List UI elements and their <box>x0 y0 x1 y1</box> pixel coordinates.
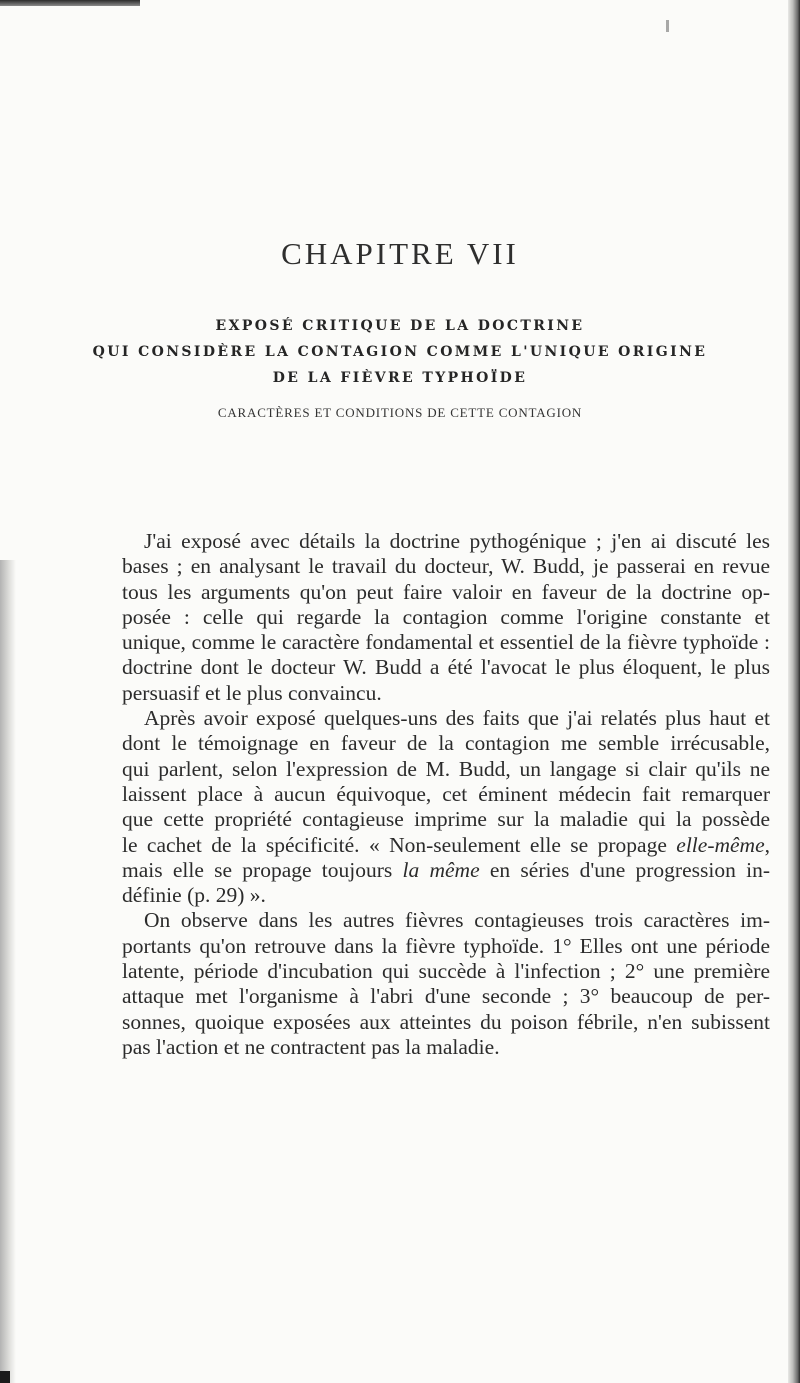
text-run: , <box>764 832 770 857</box>
scan-edge-top <box>0 0 140 6</box>
text-line: sonnes, quoique exposées aux atteintes du poison fébrile, n'en subissent <box>122 1009 770 1034</box>
text-line <box>122 858 770 883</box>
chapter-title: CHAPITRE VII <box>281 236 519 271</box>
italic-text: la même <box>402 857 480 882</box>
text-line: dont le témoignage en faveur de la contagion me semble irrécusable, <box>122 731 770 756</box>
text-line: latente, période d'incubation qui succède à l'infection ; 2° une première <box>122 959 770 984</box>
italic-text: elle-même <box>676 832 765 857</box>
text-line: définie (p. 29) ». <box>122 883 266 908</box>
text-line: On observe dans les autres fièvres contagieuses trois caractères im- <box>144 908 770 933</box>
text-line: persuasif et le plus convaincu. <box>122 680 382 705</box>
section-subheading: CARACTÈRES ET CONDITIONS DE CETTE CONTAGION <box>217 405 583 420</box>
text-line: posée : celle qui regarde la contagion comme l'origine constante et <box>122 604 770 629</box>
text-line: attaque met l'organisme à l'abri d'une seconde ; 3° beaucoup de per- <box>122 984 770 1009</box>
text-run: mais elle se propage toujours <box>122 857 403 882</box>
text-line: pas l'action et ne contractent pas la maladie. <box>122 1034 500 1059</box>
heading-line-3: DE LA FIÈVRE TYPHOÏDE <box>272 370 528 386</box>
text-line: unique, comme le caractère fondamental et essentiel de la fièvre typhoïde : <box>122 630 770 655</box>
text-line: que cette propriété contagieuse imprime sur la maladie qui la possède <box>122 807 770 832</box>
text-line: doctrine dont le docteur W. Budd a été l'avocat le plus éloquent, le plus <box>122 655 770 680</box>
scan-corner-mark <box>0 1371 10 1383</box>
text-line: bases ; en analysant le travail du docteur, W. Budd, je passerai en revue <box>122 554 770 579</box>
text-line: J'ai exposé avec détails la doctrine pythogénique ; j'en ai discuté les <box>144 529 770 553</box>
text-run: en séries d'une progression in- <box>479 857 770 882</box>
text-run: le cachet de la spécificité. « Non-seulement elle se propage <box>122 832 677 857</box>
scan-mark <box>666 20 669 32</box>
heading-line-2: QUI CONSIDÈRE LA CONTAGION COMME L'UNIQUE ORIGINE <box>92 344 708 360</box>
scan-edge-left <box>0 560 16 1383</box>
text-line: qui parlent, selon l'expression de M. Budd, un langage si clair qu'ils ne <box>122 756 770 781</box>
heading-line-1: EXPOSÉ CRITIQUE DE LA DOCTRINE <box>215 318 585 334</box>
body-text <box>122 529 770 1060</box>
text-line: tous les arguments qu'on peut faire valoir en faveur de la doctrine op- <box>122 579 770 604</box>
text-line <box>122 833 770 858</box>
text-line: laissent place à aucun équivoque, cet éminent médecin fait remarquer <box>122 781 770 806</box>
scan-edge-right <box>788 0 800 1383</box>
text-line: portants qu'on retrouve dans la fièvre typhoïde. 1° Elles ont une période <box>122 933 770 958</box>
text-line: Après avoir exposé quelques-uns des faits que j'ai relatés plus haut et <box>144 706 770 731</box>
